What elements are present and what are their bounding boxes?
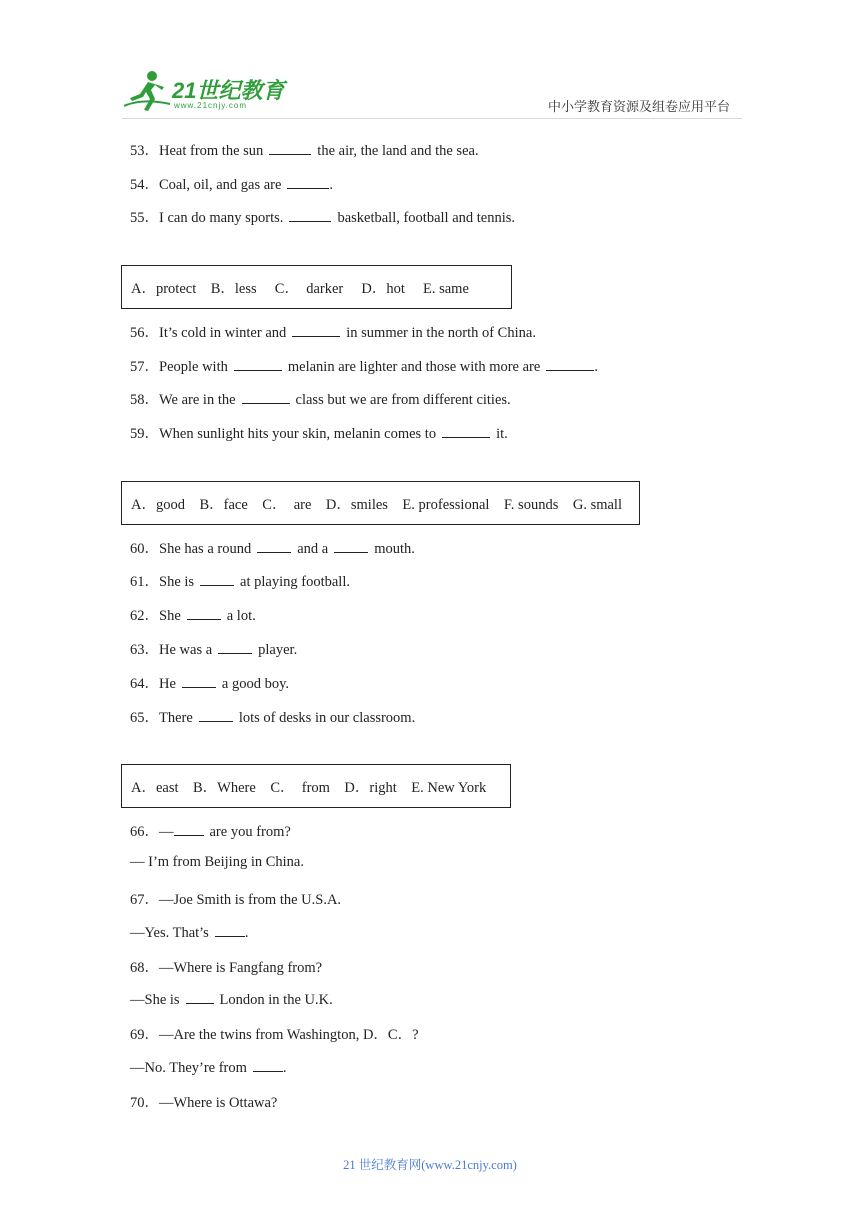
- question-53: [130, 139, 479, 160]
- answer-blank[interactable]: [242, 389, 290, 404]
- word-bank-box: A．east B．Where C． from D．right E. New York: [121, 764, 511, 808]
- answer-blank[interactable]: [253, 1057, 283, 1072]
- question-55: [130, 206, 515, 227]
- question-text: 53．Heat from the sun: [130, 143, 264, 159]
- answer-66: — I’m from Beijing in China.: [130, 854, 304, 870]
- question-65: [130, 706, 415, 727]
- page-header: [0, 0, 860, 120]
- answer-blank[interactable]: [215, 922, 245, 937]
- header-divider: [122, 118, 742, 119]
- question-60: [130, 537, 415, 558]
- question-69: 69．—Are the twins from Washington, D．C．?: [130, 1027, 419, 1043]
- question-text: .: [282, 1060, 287, 1076]
- question-text: 56．It’s cold in winter and: [130, 325, 287, 341]
- answer-blank[interactable]: [187, 605, 221, 620]
- question-text: 58．We are in the: [130, 392, 236, 408]
- question-text: .: [244, 925, 249, 941]
- answer-blank[interactable]: [269, 140, 311, 155]
- runner-logo-icon: [122, 68, 172, 112]
- question-text: .: [329, 177, 334, 193]
- question-text: .: [594, 359, 598, 375]
- logo-url: www.21cnjy.com: [174, 101, 247, 110]
- answer-blank[interactable]: [200, 571, 234, 586]
- answer-67: [130, 922, 248, 942]
- answer-69: [130, 1057, 287, 1077]
- question-text: 63．He was a: [130, 642, 213, 658]
- question-text: at playing football.: [240, 574, 350, 590]
- question-text: —No. They’re from: [130, 1060, 247, 1076]
- question-text: 57．People with: [130, 359, 228, 375]
- answer-blank[interactable]: [442, 423, 490, 438]
- site-logo: [122, 68, 292, 116]
- question-text: 62．She: [130, 608, 181, 624]
- question-57: [130, 355, 598, 376]
- question-64: [130, 672, 289, 693]
- platform-title: 中小学教育资源及组卷应用平台: [547, 100, 730, 115]
- question-text: —Yes. That’s: [130, 925, 209, 941]
- question-67: 67．—Joe Smith is from the U.S.A.: [130, 892, 342, 908]
- answer-blank[interactable]: [257, 538, 291, 553]
- question-58: [130, 388, 511, 409]
- question-70: 70．—Where is Ottawa?: [130, 1095, 278, 1111]
- question-text: London in the U.K.: [219, 992, 333, 1008]
- word-bank-box: A．good B．face C． are D．smiles E. professional F. sounds G. small: [121, 481, 640, 525]
- answer-blank[interactable]: [234, 356, 282, 371]
- question-66: [130, 820, 291, 841]
- question-text: 55．I can do many sports.: [130, 210, 284, 226]
- answer-68: [130, 989, 333, 1009]
- answer-blank[interactable]: [334, 538, 368, 553]
- answer-blank[interactable]: [289, 207, 331, 222]
- question-text: —She is: [130, 992, 180, 1008]
- question-text: 61．She is: [130, 574, 195, 590]
- logo-text: 21世纪教育: [172, 78, 285, 103]
- question-text: player.: [258, 642, 298, 658]
- answer-blank[interactable]: [292, 322, 340, 337]
- question-63: [130, 638, 297, 659]
- question-text: a lot.: [226, 608, 256, 624]
- answer-blank[interactable]: [546, 356, 594, 371]
- answer-blank[interactable]: [174, 821, 204, 836]
- question-text: 65．There: [130, 710, 193, 726]
- question-text: 66．—: [130, 824, 174, 840]
- question-text: mouth.: [374, 541, 415, 557]
- question-text: are you from?: [209, 824, 291, 840]
- question-54: [130, 173, 333, 194]
- question-text: basketball, football and tennis.: [337, 210, 516, 226]
- answer-blank[interactable]: [182, 673, 216, 688]
- question-text: 60．She has a round: [130, 541, 252, 557]
- question-text: a good boy.: [221, 676, 290, 692]
- answer-blank[interactable]: [199, 707, 233, 722]
- question-text: class but we are from different cities.: [295, 392, 511, 408]
- question-56: [130, 321, 536, 342]
- answer-blank[interactable]: [287, 174, 329, 189]
- question-text: in summer in the north of China.: [346, 325, 536, 341]
- question-text: lots of desks in our classroom.: [238, 710, 416, 726]
- answer-blank[interactable]: [186, 989, 214, 1004]
- question-text: it.: [496, 426, 508, 442]
- question-text: 54．Coal, oil, and gas are: [130, 177, 282, 193]
- question-62: [130, 604, 256, 625]
- question-61: [130, 570, 350, 591]
- page-footer: 21 世纪教育网(www.21cnjy.com): [343, 1158, 517, 1172]
- question-68: 68．—Where is Fangfang from?: [130, 960, 323, 976]
- question-text: 64．He: [130, 676, 176, 692]
- word-bank-box: A．protect B．less C． darker D．hot E. same: [121, 265, 512, 309]
- question-text: and a: [297, 541, 329, 557]
- question-59: [130, 422, 508, 443]
- question-text: 59．When sunlight hits your skin, melanin comes to: [130, 426, 437, 442]
- question-text: the air, the land and the sea.: [317, 143, 479, 159]
- question-text: melanin are lighter and those with more are: [287, 359, 541, 375]
- answer-blank[interactable]: [218, 639, 252, 654]
